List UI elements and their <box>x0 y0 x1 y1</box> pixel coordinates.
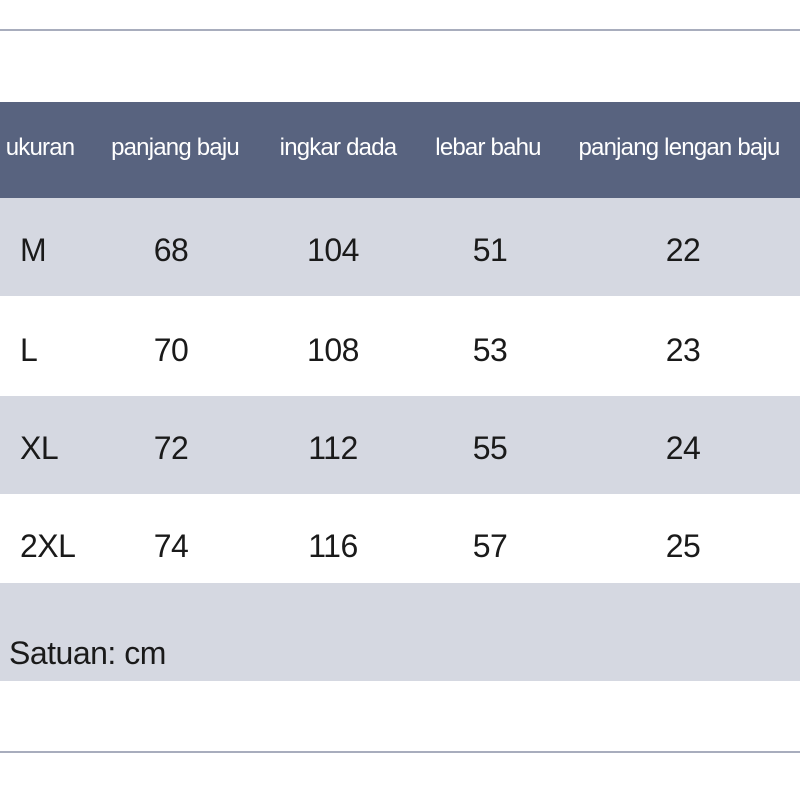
table-header <box>0 102 800 198</box>
ingkar-dada-cell: 104 <box>307 232 359 268</box>
size-cell: 2XL <box>20 528 76 564</box>
ingkar-dada-cell: 116 <box>308 528 358 564</box>
lebar-bahu-cell: 57 <box>472 528 508 564</box>
panjang-lengan-baju-cell: 23 <box>665 332 701 368</box>
panjang-baju-cell: 68 <box>153 232 189 268</box>
unit-note-row <box>0 583 800 681</box>
panjang-baju-cell: 72 <box>153 430 189 466</box>
unit-note: Satuan: cm <box>9 635 166 671</box>
lebar-bahu-cell: 53 <box>472 332 508 368</box>
panjang-lengan-baju-cell: 24 <box>665 430 701 466</box>
panjang-lengan-baju-cell: 22 <box>665 232 701 268</box>
table-row <box>0 298 800 396</box>
panjang-baju-cell: 74 <box>153 528 189 564</box>
lebar-bahu-cell: 51 <box>472 232 508 268</box>
panjang-baju-cell: 70 <box>153 332 189 368</box>
lebar-bahu-cell: 55 <box>472 430 508 466</box>
table-row <box>0 494 800 592</box>
ingkar-dada-cell: 112 <box>308 430 358 466</box>
header-lebar-bahu: lebar bahu <box>435 134 541 161</box>
table-row <box>0 198 800 296</box>
top-divider <box>0 29 800 31</box>
header-ukuran: ukuran <box>5 134 75 161</box>
panjang-lengan-baju-cell: 25 <box>665 528 701 564</box>
header-ingkar-dada: ingkar dada <box>279 134 397 161</box>
bottom-divider <box>0 751 800 753</box>
ingkar-dada-cell: 108 <box>307 332 359 368</box>
size-cell: M <box>20 232 47 268</box>
size-cell: XL <box>20 430 59 466</box>
header-panjang-baju: panjang baju <box>111 134 239 161</box>
size-cell: L <box>20 332 38 368</box>
header-panjang-lengan-baju: panjang lengan baju <box>578 134 780 161</box>
table-row <box>0 396 800 494</box>
